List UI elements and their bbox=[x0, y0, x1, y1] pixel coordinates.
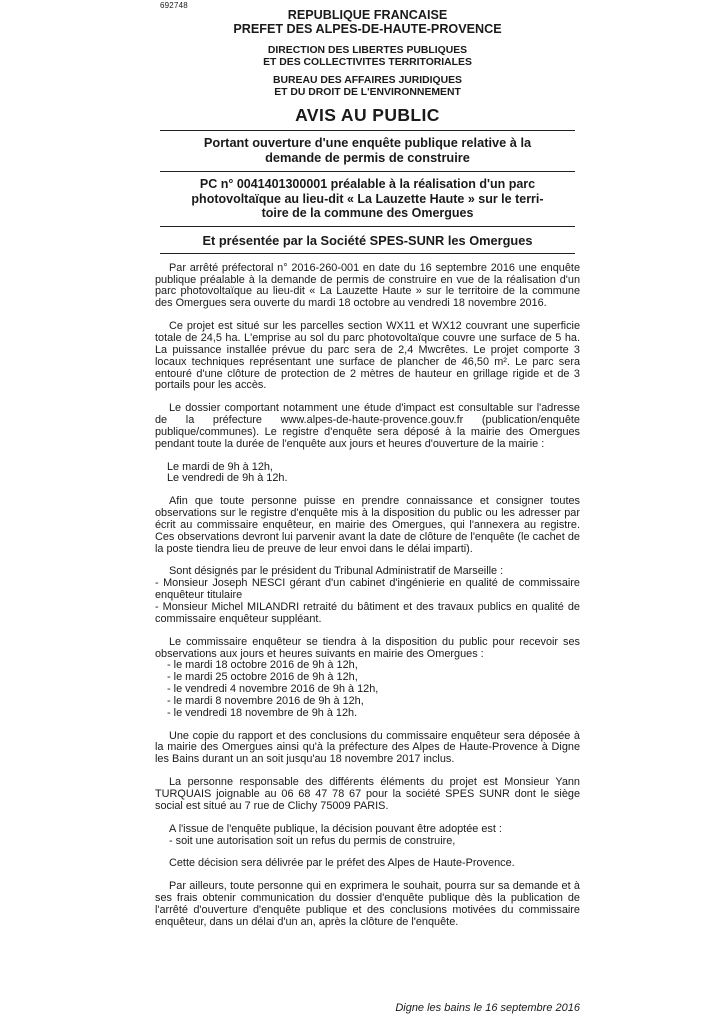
notice-body bbox=[155, 263, 580, 929]
designation-item: - Monsieur Michel MILANDRI retraité du bâtiment et des travaux publics en qualité de commissaire enquêteur suppléant. bbox=[155, 601, 580, 625]
paragraph-report: Une copie du rapport et des conclusions du commissaire enquêteur sera déposée à la mairie des Omergues ainsi qu'à la préfecture des Alpes de Haute-Provence à Digne les Bains durant un an soit jusqu'au 18 novembre 2017 inclus. bbox=[155, 729, 580, 766]
direction-line-2: ET DES COLLECTIVITES TERRITORIALES bbox=[263, 56, 472, 68]
permanence-item: - le mardi 18 octobre 2016 de 9h à 12h, bbox=[167, 659, 358, 672]
permit-line-1: PC n° 0041401300001 préalable à la réalisation d'un parc bbox=[199, 176, 536, 191]
bureau-line-1: BUREAU DES AFFAIRES JURIDIQUES bbox=[273, 75, 462, 87]
paragraph-final: Par ailleurs, toute personne qui en exprimera le souhait, pourra sur sa demande et à ses frais obtenir communication du dossier d'enquête publique dès la publication de l'arrêté d'ouverture d'enquête publique et des conclusions motivées du commissaire enquêteur, dans un délai d'un an, après la clôture de l'enquête. bbox=[155, 880, 580, 928]
subtitle-line-1: Portant ouverture d'une enquête publique relative à la bbox=[203, 135, 532, 151]
header-prefect: PREFET DES ALPES-DE-HAUTE-PROVENCE bbox=[233, 22, 502, 36]
designation-intro: Sont désignés par le président du Tribunal Administratif de Marseille : bbox=[169, 565, 504, 578]
opening-hours-item: Le mardi de 9h à 12h, bbox=[167, 460, 273, 473]
paragraph-dossier: Le dossier comportant notamment une étude d'impact est consultable sur l'adresse de la préfecture www.alpes-de-haute-provence.gouv.fr (publication/enquête publique/communes). Le registre d'enquête sera déposé à la mairie des Omergues pendant toute la durée de l'enquête aux jours et heures d'ouverture de la mairie : bbox=[155, 402, 580, 450]
decision-intro: A l'issue de l'enquête publique, la décision pouvant être adoptée est : bbox=[169, 822, 502, 835]
paragraph-project: Ce projet est situé sur les parcelles section WX11 et WX12 couvrant une superficie totale de 24,5 ha. L'emprise au sol du parc photovoltaïque couvre une surface de 5 ha. La puissance installée prévue du parc sera de 2,4 Mwcrêtes. Le projet comporte 3 locaux techniques représentant une surface de plancher de 46,50 m². Le parc sera entouré d'une clôture de protection de 2 mètres de hauteur en grillage rigide et de 3 portails pour les accès. bbox=[155, 320, 580, 392]
paragraph-delivery: Cette décision sera délivrée par le préfet des Alpes de Haute-Provence. bbox=[169, 857, 515, 870]
paragraph-responsible: La personne responsable des différents éléments du projet est Monsieur Yann TURQUAIS joignable au 06 68 47 78 67 pour la société SPES SUNR dont le siège social est situé au 7 rue de Clichy 75009 PARIS. bbox=[155, 776, 580, 812]
permit-line-2: photovoltaïque au lieu-dit « La Lauzette Haute » sur le terri- bbox=[191, 191, 544, 206]
subtitle-line-2: demande de permis de construire bbox=[265, 150, 470, 166]
reference-number: 692748 bbox=[160, 1, 188, 10]
permit-line-3: toire de la commune des Omergues bbox=[261, 206, 474, 221]
header-republic: REPUBLIQUE FRANCAISE bbox=[287, 8, 448, 22]
direction-line-1: DIRECTION DES LIBERTES PUBLIQUES bbox=[267, 45, 468, 56]
notice-title: AVIS AU PUBLIC bbox=[295, 105, 440, 126]
decision-item: - soit une autorisation soit un refus du permis de construire, bbox=[169, 834, 456, 847]
opening-hours-item: Le vendredi de 9h à 12h. bbox=[167, 472, 288, 485]
presented-by: Et présentée par la Société SPES-SUNR les Omergues bbox=[202, 232, 533, 248]
permanence-item: - le mardi 25 octobre 2016 de 9h à 12h, bbox=[167, 671, 358, 684]
designation-item: - Monsieur Joseph NESCI gérant d'un cabinet d'ingénierie en qualité de commissaire enquêteur titulaire bbox=[155, 577, 580, 602]
paragraph-decree: Par arrêté préfectoral n° 2016-260-001 en date du 16 septembre 2016 une enquête publique préalable à la demande de permis de construire en vue de la réalisation d'un parc photovoltaïque au lieu-dit « La Lauzette Haute » sur le territoire de la commune des Omergues sera ouverte du mardi 18 octobre au vendredi 18 novembre 2016. bbox=[155, 261, 580, 310]
paragraph-observations: Afin que toute personne puisse en prendre connaissance et consigner toutes observations sur le registre d'enquête mis à la disposition du public ou les adresser par écrit au commissaire enquêteur, en mairie des Omergues, qui l'annexera au registre. Ces observations devront lui parvenir avant la date de clôture de l'enquête (le cachet de la poste tiendra lieu de preuve de leur envoi dans le délai imparti). bbox=[155, 495, 580, 555]
commissioner-intro: Le commissaire enquêteur se tiendra à la disposition du public pour recevoir ses observations aux jours et heures suivants en mairie des Omergues : bbox=[155, 635, 580, 660]
signature-date: Digne les bains le 16 septembre 2016 bbox=[395, 1002, 580, 1014]
bureau-line-2: ET DU DROIT DE L'ENVIRONNEMENT bbox=[274, 86, 461, 98]
permanence-item: - le vendredi 18 novembre de 9h à 12h. bbox=[167, 706, 358, 719]
notice-document bbox=[155, 8, 580, 929]
permanence-item: - le mardi 8 novembre 2016 de 9h à 12h, bbox=[167, 694, 364, 707]
permanence-item: - le vendredi 4 novembre 2016 de 9h à 12h, bbox=[167, 683, 379, 696]
